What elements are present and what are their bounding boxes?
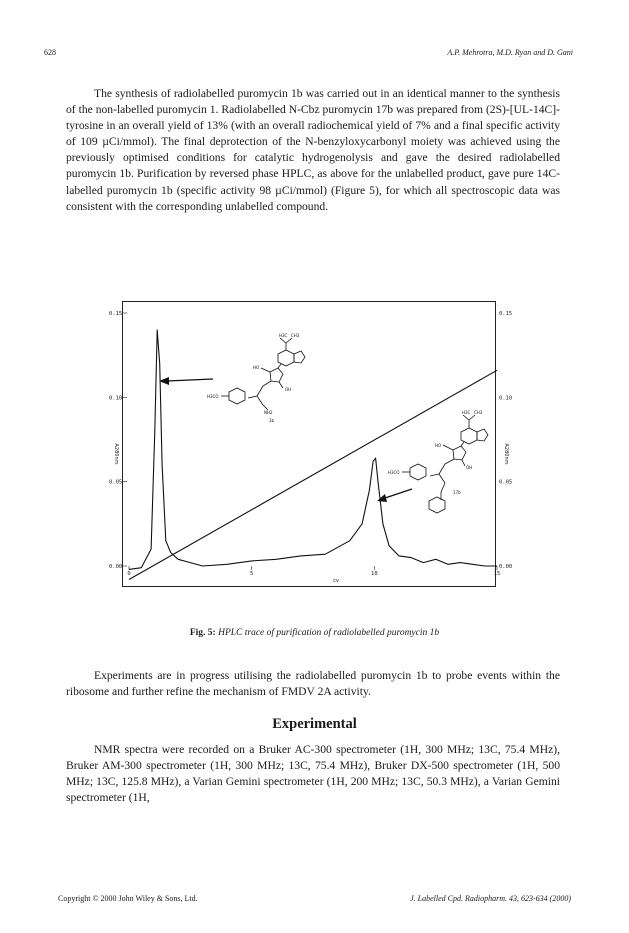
svg-text:HO: HO xyxy=(435,443,442,448)
caption-label: Fig. 5: xyxy=(189,628,216,638)
arrow-peak1 xyxy=(167,379,213,381)
y-tick-label-left: 0.15 xyxy=(109,311,123,317)
x-tick-label: 0 xyxy=(127,571,131,577)
structure-label-17b: 17b xyxy=(453,490,461,495)
structure-cbz-puromycin-17b-atoms xyxy=(388,410,483,495)
structure-cbz-puromycin-17b xyxy=(402,415,488,513)
y-tick-label-right: 0.05 xyxy=(499,479,513,486)
footer-citation: J. Labelled Cpd. Radiopharm. 43, 623-634 (2000) xyxy=(410,894,571,903)
body-paragraph-experiments: Experiments are in progress utilising the radiolabelled puromycin 1b to probe events within the ribosome and further refine the mechanism of FMDV 2A activity. xyxy=(66,669,560,699)
svg-text:OH: OH xyxy=(466,465,473,470)
svg-text:OH: OH xyxy=(285,387,292,392)
arrow-peak2 xyxy=(385,489,412,498)
structure-label-1b: 1b xyxy=(269,418,275,423)
svg-text:CH3: CH3 xyxy=(291,333,300,338)
svg-text:H3CO: H3CO xyxy=(388,470,400,475)
body-paragraph-nmr: NMR spectra were recorded on a Bruker AC-300 spectrometer (1H, 300 MHz; 13C, 75.4 MHz), Bruker AM-300 spectrometer (1H, 300 MHz; 13C, 75.4 MHz), Bruker DX-500 spectrometer (1H, 500 MHz; 13C, 125.8 MHz), a Varian Gemini spectrometer (1H, 200 MHz; 13C, 50.3 MHz), a Varian Gemini spectrometer (1H, xyxy=(66,743,560,805)
y-tick-label-right: 0.15 xyxy=(499,311,513,317)
chart-series xyxy=(129,330,497,580)
hplc-figure xyxy=(109,301,513,587)
hplc-absorbance-trace xyxy=(129,330,497,570)
x-tick-label: 10 xyxy=(371,571,378,577)
section-heading-experimental: Experimental xyxy=(272,716,357,732)
arrowhead-peak2 xyxy=(377,494,387,502)
axis-ticks xyxy=(109,311,512,577)
svg-text:HO: HO xyxy=(253,365,260,370)
x-axis-label: cv xyxy=(333,578,339,584)
x-tick-label: 5 xyxy=(250,571,254,577)
svg-text:H3CO: H3CO xyxy=(207,394,219,399)
x-tick-label: 15 xyxy=(493,571,501,577)
svg-text:H3C: H3C xyxy=(462,410,471,415)
y-tick-label-right: 0.00 xyxy=(499,564,513,570)
y-tick-label-left: 0.10 xyxy=(109,395,123,402)
hplc-chart xyxy=(109,302,513,588)
svg-text:CH3: CH3 xyxy=(474,410,483,415)
svg-text:NH2: NH2 xyxy=(264,410,273,415)
y-tick-label-left: 0.00 xyxy=(109,564,123,570)
y-tick-label-left: 0.05 xyxy=(109,479,123,486)
y-tick-label-right: 0.10 xyxy=(499,395,513,402)
structure-puromycin-1b xyxy=(221,338,305,410)
y-axis-label-right: A280nm xyxy=(503,443,509,465)
caption-text: HPLC trace of purification of radiolabelled puromycin 1b xyxy=(218,628,440,638)
page-number: 628 xyxy=(44,48,56,57)
running-header-authors: A.P. Mehrotra, M.D. Ryan and D. Gani xyxy=(447,48,573,57)
body-paragraph-synthesis: The synthesis of radiolabelled puromycin 1b was carried out in an identical manner to the synthesis of the non-labelled puromycin 1. Radiolabelled N-Cbz puromycin 17b was prepared from (2S)-[UL-14C]-tyrosine in an overall yield of 13% (with an overall radiochemical yield of 7% and a final specific activity of 109 µCi/mmol). The final deprotection of the N-benzyloxycarbonyl moiety was achieved using the previously optimised conditions for catalytic hydrogenolysis and gave the desired radiolabelled puromycin 1b. Purification by reversed phase HPLC, as above for the unlabelled product, gave pure 14C-labelled puromycin 1b (specific activity 98 µCi/mmol) (Figure 5), for which all spectroscopic data was consistent with the corresponding unlabelled compound. xyxy=(66,87,560,213)
gradient-line xyxy=(129,370,497,579)
figure-caption xyxy=(0,628,629,638)
footer-copyright: Copyright © 2000 John Wiley & Sons, Ltd. xyxy=(58,894,198,903)
svg-text:H3C: H3C xyxy=(279,333,288,338)
y-axis-label-left: A280nm xyxy=(113,443,119,465)
